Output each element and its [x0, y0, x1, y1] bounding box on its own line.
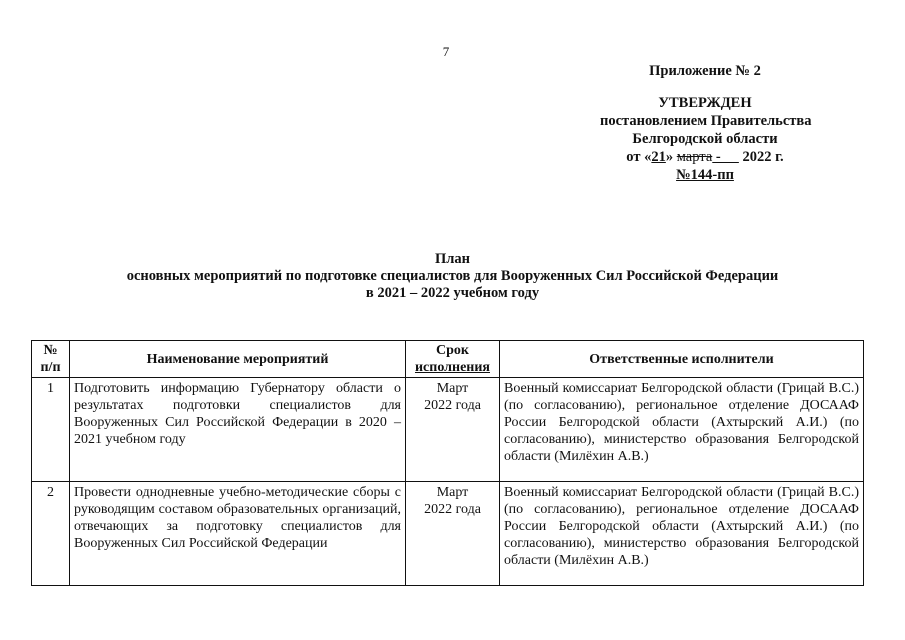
- row-event-name: Подготовить информацию Губернатору области о результатах подготовки специалистов для Вооруженных Сил Российской Федерации в 2020 – 2021 учебном году: [70, 378, 406, 482]
- header-term-line2: исполнения: [414, 360, 490, 375]
- date-year: 2022 г.: [742, 149, 784, 165]
- date-prefix: от «: [626, 149, 652, 165]
- row-term-month: Март: [436, 381, 469, 396]
- table-row: [32, 482, 864, 586]
- approval-stamp-block: [600, 62, 810, 184]
- date-month: марта: [676, 149, 713, 165]
- approved-by-line: постановлением Правительства: [600, 113, 812, 129]
- table-row: [32, 378, 864, 482]
- title-line-2: основных мероприятий по подготовке специалистов для Вооруженных Сил Российской Федерации: [126, 268, 779, 284]
- title-line-1: План: [434, 251, 471, 267]
- header-event-name: Наименование мероприятий: [70, 341, 406, 378]
- header-term-line1: Срок: [436, 343, 469, 358]
- title-line-3: в 2021 – 2022 учебном году: [365, 285, 540, 301]
- page-number: 7: [442, 44, 450, 59]
- row-term: [406, 378, 500, 482]
- header-number-line1: №: [43, 343, 58, 358]
- document-title: [100, 251, 805, 302]
- resolution-number: [600, 166, 810, 184]
- date-day: 21: [651, 149, 666, 165]
- row-event-name: Провести однодневные учебно-методические сборы с руководящим составом образовательных организаций, отвечающих за подготовку специалистов для Вооруженных Сил Российской Федерации: [70, 482, 406, 586]
- row-number: 2: [32, 482, 70, 586]
- row-responsible: Военный комиссариат Белгородской области (Грицай В.С.) (по согласованию), региональное отделение ДОСААФ России Белгородской области (Ахтырский А.И.) (по согласованию), министерство образования Белгородской области (Милёхин А.В.): [500, 482, 864, 586]
- region-line: Белгородской области: [632, 131, 778, 147]
- date-mid: »: [665, 149, 677, 165]
- header-number: [32, 341, 70, 378]
- header-responsible: Ответственные исполнители: [500, 341, 864, 378]
- resolution-number-text: №144-пп: [676, 167, 734, 183]
- date-fill: -: [712, 149, 739, 165]
- approval-date: [600, 148, 810, 166]
- row-term-year: 2022 года: [424, 502, 481, 517]
- row-number: 1: [32, 378, 70, 482]
- row-term-month: Март: [436, 485, 469, 500]
- row-term-year: 2022 года: [424, 398, 481, 413]
- approved-heading: УТВЕРЖДЕН: [658, 95, 752, 111]
- row-term: [406, 482, 500, 586]
- table-header-row: [32, 341, 864, 378]
- header-term: [406, 341, 500, 378]
- plan-table: [31, 340, 864, 586]
- header-number-line2: п/п: [40, 360, 61, 375]
- appendix-label: Приложение № 2: [649, 63, 761, 79]
- row-responsible: Военный комиссариат Белгородской области (Грицай В.С.) (по согласованию), региональное отделение ДОСААФ России Белгородской области (Ахтырский А.И.) (по согласованию), министерство образования Белгородской области (Милёхин А.В.): [500, 378, 864, 482]
